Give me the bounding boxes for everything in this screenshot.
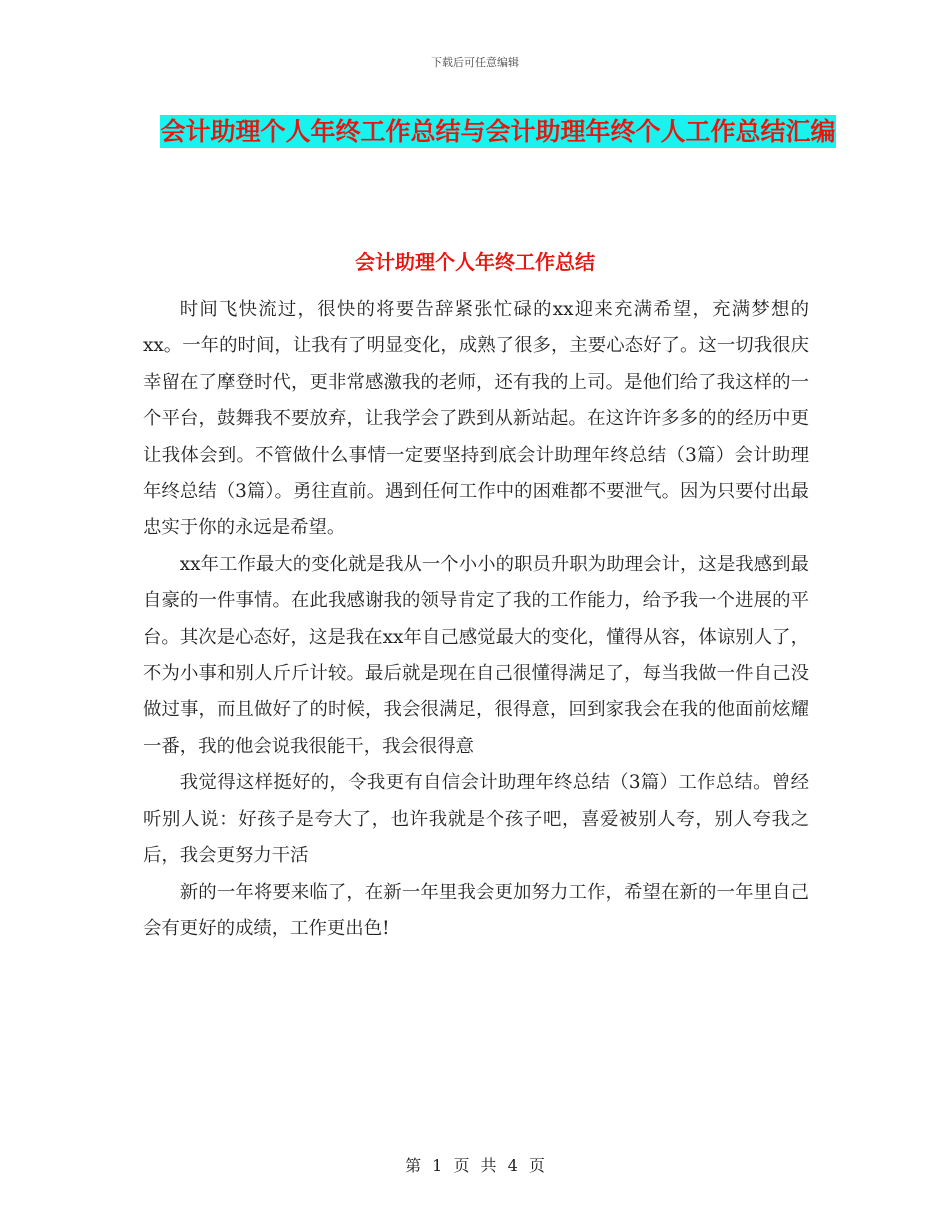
paragraph: 我觉得这样挺好的，令我更有自信会计助理年终总结（3篇）工作总结。曾经听别人说：好孩子是夸大了，也许我就是个孩子吧，喜爱被别人夸，别人夸我之后，我会更努力干活 [143,772,809,867]
section-title: 会计助理个人年终工作总结 [355,250,595,274]
body-text [143,292,809,947]
page-number: 第 1 页 共 4 页 [405,1156,545,1175]
document-title [150,109,846,155]
paragraph: xx年工作最大的变化就是我从一个小小的职员升职为助理会计，这是我感到最自豪的一件事情。在此我感谢我的领导肯定了我的工作能力，给予我一个进展的平台。其次是心态好，这是我在xx年自己感觉最大的变化，懂得从容，体谅别人了，不为小事和别人斤斤计较。最后就是现在自己很懂得满足了，每当我做一件自己没做过事，而且做好了的时候，我会很满足，很得意，回到家我会在我的他面前炫耀一番，我的他会说我很能干，我会很得意 [143,553,809,757]
paragraph: 时间飞快流过，很快的将要告辞紧张忙碌的xx迎来充满希望，充满梦想的xx。一年的时间，让我有了明显变化，成熟了很多，主要心态好了。这一切我很庆幸留在了摩登时代，更非常感激我的老师，还有我的上司。是他们给了我这样的一个平台，鼓舞我不要放弃，让我学会了跌到从新站起。在这许许多多的的经历中更让我体会到。不管做什么事情一定要坚持到底会计助理年终总结（3篇）会计助理年终总结（3篇）。勇往直前。遇到任何工作中的困难都不要泄气。因为只要付出最忠实于你的永远是希望。 [143,299,809,539]
header-note: 下载后可任意编辑 [431,56,519,69]
title-highlight: 会计助理个人年终工作总结与会计助理年终个人工作总结汇编 [160,117,836,146]
paragraph: 新的一年将要来临了，在新一年里我会更加努力工作，希望在新的一年里自己会有更好的成绩，工作更出色! [143,881,809,939]
